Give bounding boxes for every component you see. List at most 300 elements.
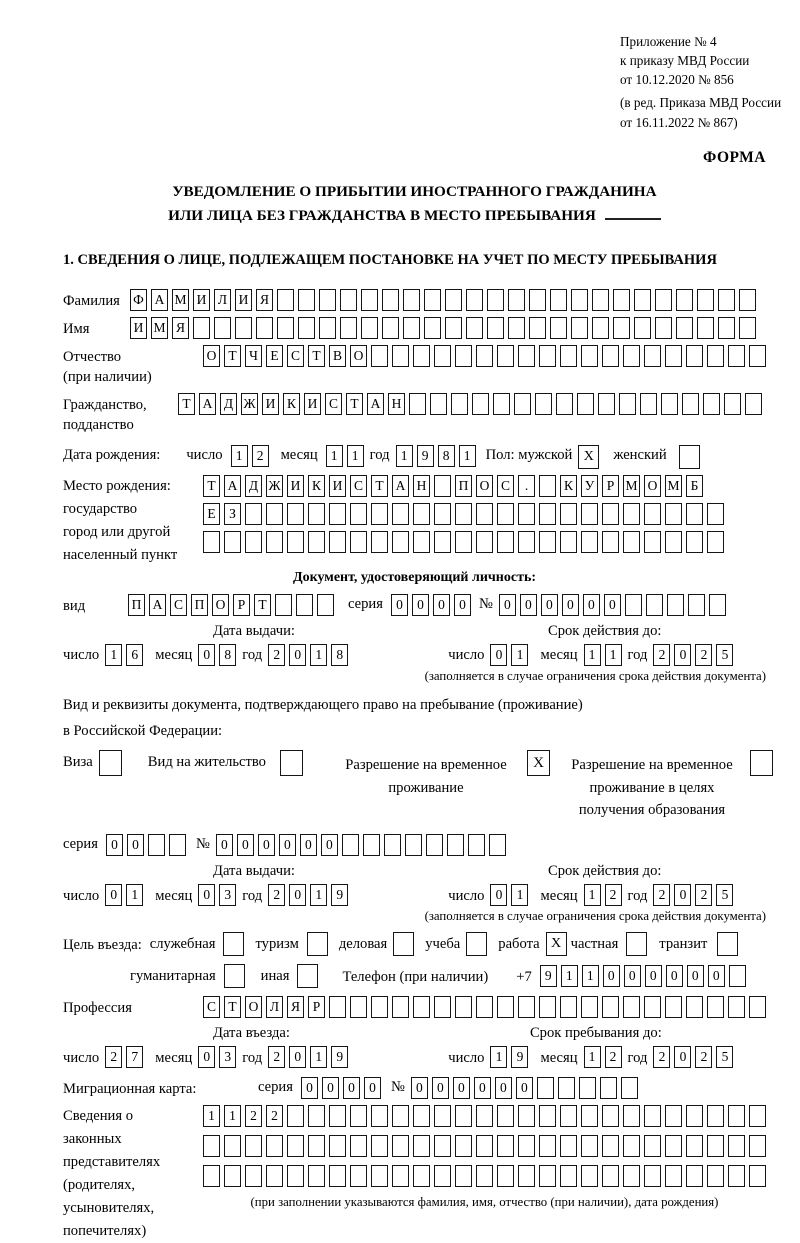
form-cell: [476, 503, 493, 525]
day-label: число: [63, 1049, 100, 1066]
form-cell: [224, 1135, 241, 1157]
form-cell: [665, 1165, 682, 1187]
form-cell: [613, 289, 630, 311]
form-cell: 0: [674, 1046, 691, 1068]
patronymic-label: [63, 345, 203, 387]
until-day-cells: [490, 1046, 528, 1068]
form-cell: [445, 289, 462, 311]
form-title-line1: УВЕДОМЛЕНИЕ О ПРИБЫТИИ ИНОСТРАННОГО ГРАЖДАНИНА: [172, 182, 657, 200]
form-cell: [235, 317, 252, 339]
form-cell: 0: [258, 834, 275, 856]
form-cell: Ф: [130, 289, 147, 311]
form-cell: 0: [364, 1077, 381, 1099]
birth-place-cells: [203, 475, 724, 559]
doc-issue-date: [63, 644, 348, 666]
legal-representatives-cells: [203, 1105, 766, 1210]
form-cell: 0: [301, 1077, 318, 1099]
form-cell: [393, 932, 414, 956]
form-cell: А: [149, 594, 166, 616]
purpose-checkbox: [717, 932, 738, 956]
entry-purpose-label: Цель въезда:: [63, 936, 142, 953]
form-cell: [665, 1105, 682, 1127]
form-cell: [508, 289, 525, 311]
patronymic-label-line2: (при наличии): [63, 368, 152, 385]
form-cell: [518, 503, 535, 525]
residence-expiry-date: [448, 884, 733, 906]
form-cell: С: [287, 345, 304, 367]
birth-month-cells: [326, 445, 364, 467]
form-cell: .: [518, 475, 535, 497]
form-cell: [539, 503, 556, 525]
purpose-checkbox: [466, 932, 487, 956]
profession-row: [63, 996, 766, 1018]
purpose-option-business: [150, 932, 245, 956]
form-cell: [514, 393, 531, 415]
legal-label-2: законных: [63, 1131, 122, 1148]
form-cell: [518, 1105, 535, 1127]
patronymic-cells: [203, 345, 766, 367]
form-cell: [329, 1165, 346, 1187]
form-cell: 2: [266, 1105, 283, 1127]
form-cell: [245, 503, 262, 525]
form-cell: [455, 531, 472, 553]
form-cell: [745, 393, 762, 415]
blank-underline: [605, 204, 661, 220]
form-cell: П: [455, 475, 472, 497]
form-cell: [392, 1135, 409, 1157]
form-cell: Т: [178, 393, 195, 415]
form-cell: [728, 345, 745, 367]
form-cell: [455, 345, 472, 367]
form-cell: [275, 594, 292, 616]
form-cell: 5: [716, 1046, 733, 1068]
month-label: месяц: [155, 647, 193, 664]
form-cell: [392, 1165, 409, 1187]
form-cell: [707, 1165, 724, 1187]
form-cell: М: [172, 289, 189, 311]
form-cell: [472, 393, 489, 415]
form-cell: [466, 289, 483, 311]
doc-issue-day-cells: [105, 644, 143, 666]
form-cell: Т: [308, 345, 325, 367]
form-cell: [644, 531, 661, 553]
form-cell: [455, 1135, 472, 1157]
form-cell: 0: [499, 594, 516, 616]
form-cell: 0: [454, 594, 471, 616]
form-cell: Б: [686, 475, 703, 497]
doc-issue-year-cells: [268, 644, 348, 666]
form-cell: [623, 1165, 640, 1187]
identity-doc-row: [63, 594, 766, 616]
form-cell: [476, 345, 493, 367]
form-cell: [686, 996, 703, 1018]
form-cell: [371, 1165, 388, 1187]
residence-doc-dates: [63, 884, 766, 906]
form-cell: [287, 1165, 304, 1187]
form-cell: [329, 996, 346, 1018]
form-cell: [329, 1135, 346, 1157]
migration-number-label: №: [390, 1079, 405, 1096]
form-label: ФОРМА: [702, 148, 766, 166]
form-cell: 1: [224, 1105, 241, 1127]
form-cell: [665, 1135, 682, 1157]
form-cell: 0: [412, 594, 429, 616]
form-cell: [468, 834, 485, 856]
form-cell: [602, 996, 619, 1018]
edition-line-2: от 16.11.2022 № 867): [620, 114, 738, 130]
form-cell: [329, 1105, 346, 1127]
form-cell: 1: [126, 884, 143, 906]
entry-month-cells: [198, 1046, 236, 1068]
form-cell: [223, 932, 244, 956]
sex-male-checkbox: [578, 445, 599, 469]
form-cell: [319, 317, 336, 339]
form-cell: [245, 531, 262, 553]
residence-issue-day-cells: [105, 884, 143, 906]
visa-label: Виза: [63, 754, 93, 771]
form-cell: [266, 531, 283, 553]
profession-cells: [203, 996, 766, 1018]
legal-row-1: [203, 1105, 766, 1127]
form-cell: [571, 289, 588, 311]
surname-label: Фамилия: [63, 292, 120, 309]
form-title-line2: ИЛИ ЛИЦА БЕЗ ГРАЖДАНСТВА В МЕСТО ПРЕБЫВАНИЯ: [168, 206, 596, 224]
birth-date-label: Дата рождения:: [63, 446, 161, 463]
form-cell: [644, 345, 661, 367]
form-cell: [298, 289, 315, 311]
form-cell: [665, 996, 682, 1018]
appendix-line-3: от 10.12.2020 № 856: [620, 72, 734, 88]
residence-issue-heading: Дата выдачи:: [213, 863, 295, 880]
form-cell: 1: [605, 644, 622, 666]
residence-doc-series-row: [63, 834, 766, 856]
entry-date-head: [63, 1025, 766, 1042]
purpose-label: гуманитарная: [130, 967, 216, 984]
form-cell: А: [392, 475, 409, 497]
year-label: год: [242, 887, 263, 904]
doc-series-cells: [391, 594, 471, 616]
form-cell: С: [170, 594, 187, 616]
form-cell: [560, 1105, 577, 1127]
form-cell: [409, 393, 426, 415]
purpose-label: служебная: [149, 935, 216, 952]
edition-line-1: (в ред. Приказа МВД России: [620, 95, 782, 111]
sex-label: Пол: мужской: [485, 446, 573, 463]
form-cell: 0: [541, 594, 558, 616]
form-cell: [413, 1165, 430, 1187]
form-cell: [497, 503, 514, 525]
form-cell: [392, 531, 409, 553]
form-cell: [455, 503, 472, 525]
form-cell: Н: [413, 475, 430, 497]
form-cell: И: [130, 317, 147, 339]
form-cell: [340, 289, 357, 311]
form-cell: [602, 503, 619, 525]
form-cell: [266, 503, 283, 525]
form-cell: [350, 503, 367, 525]
year-label: год: [242, 647, 263, 664]
form-cell: [434, 996, 451, 1018]
form-cell: [308, 1165, 325, 1187]
form-cell: 0: [391, 594, 408, 616]
form-cell: [749, 996, 766, 1018]
form-cell: [728, 1105, 745, 1127]
form-cell: [529, 317, 546, 339]
form-cell: 1: [105, 644, 122, 666]
residence-issue-year-cells: [268, 884, 348, 906]
form-cell: [497, 531, 514, 553]
form-cell: [277, 289, 294, 311]
form-cell: А: [224, 475, 241, 497]
form-cell: 0: [216, 834, 233, 856]
migration-series-label: серия: [258, 1079, 293, 1096]
form-cell: О: [350, 345, 367, 367]
form-cell: [371, 531, 388, 553]
form-cell: [739, 289, 756, 311]
form-cell: К: [560, 475, 577, 497]
form-cell: 0: [279, 834, 296, 856]
form-cell: 2: [653, 644, 670, 666]
form-cell: 2: [605, 1046, 622, 1068]
form-cell: [707, 1105, 724, 1127]
citizenship-cells: [178, 393, 762, 415]
form-cell: [560, 503, 577, 525]
form-cell: 9: [331, 884, 348, 906]
residence-issue-month-cells: [198, 884, 236, 906]
form-cell: [384, 834, 401, 856]
form-cell: Л: [266, 996, 283, 1018]
stay-until-date: [448, 1046, 733, 1068]
identity-doc-heading: Документ, удостоверяющий личность:: [292, 569, 537, 585]
form-cell: 0: [343, 1077, 360, 1099]
form-cell: 1: [347, 445, 364, 467]
form-cell: [329, 503, 346, 525]
form-cell: 0: [237, 834, 254, 856]
form-cell: [497, 996, 514, 1018]
purpose-checkbox: [626, 932, 647, 956]
form-cell: М: [151, 317, 168, 339]
day-label: число: [63, 647, 100, 664]
form-cell: Р: [233, 594, 250, 616]
purpose-label: деловая: [338, 935, 388, 952]
form-cell: [466, 317, 483, 339]
form-cell: [382, 317, 399, 339]
purpose-option-transit: [659, 932, 738, 956]
form-cell: [581, 1105, 598, 1127]
birth-day-cells: [231, 445, 269, 467]
form-cell: [350, 531, 367, 553]
residence-permit-checkbox: [280, 750, 303, 776]
form-cell: [476, 531, 493, 553]
doc-expiry-day-cells: [490, 644, 528, 666]
form-cell: [434, 531, 451, 553]
legal-cells-1: [203, 1105, 766, 1127]
appendix-reference: [620, 32, 782, 132]
edu-permit-checkbox: [750, 750, 773, 776]
form-cell: [476, 1105, 493, 1127]
form-cell: [707, 1135, 724, 1157]
form-cell: [539, 1135, 556, 1157]
form-cell: [329, 531, 346, 553]
identity-doc-dates-head: [63, 623, 766, 640]
purpose-option-work: [498, 932, 566, 956]
residence-series-label: серия: [63, 836, 98, 853]
birth-place-cells-2: [203, 503, 724, 525]
form-cell: М: [623, 475, 640, 497]
form-cell: [602, 1105, 619, 1127]
form-cell: [99, 750, 122, 776]
form-cell: [728, 996, 745, 1018]
purpose-label: работа: [498, 935, 540, 952]
birth-place-cells-3: [203, 531, 724, 553]
form-cell: [350, 1105, 367, 1127]
residence-series-cells: [106, 834, 186, 856]
form-cell: Т: [254, 594, 271, 616]
form-cell: [296, 594, 313, 616]
form-cell: 0: [322, 1077, 339, 1099]
entry-purpose-row2: [63, 964, 766, 988]
form-cell: [679, 445, 700, 469]
form-cell: [487, 317, 504, 339]
form-cell: 2: [605, 884, 622, 906]
form-cell: Ж: [241, 393, 258, 415]
form-cell: [350, 996, 367, 1018]
form-cell: П: [128, 594, 145, 616]
form-cell: [592, 289, 609, 311]
form-cell: [718, 317, 735, 339]
month-label: месяц: [540, 1049, 578, 1066]
legal-cells-2: [203, 1135, 766, 1157]
form-cell: [413, 1135, 430, 1157]
form-cell: [361, 289, 378, 311]
legal-representatives-labels: [63, 1105, 203, 1243]
form-cell: [308, 503, 325, 525]
form-cell: 1: [310, 1046, 327, 1068]
form-cell: [718, 289, 735, 311]
form-cell: 0: [198, 644, 215, 666]
form-cell: [518, 531, 535, 553]
form-cell: 0: [708, 965, 725, 987]
form-cell: [686, 1105, 703, 1127]
form-cell: Т: [371, 475, 388, 497]
form-cell: [434, 1135, 451, 1157]
form-cell: [424, 317, 441, 339]
patronymic-row: [63, 345, 766, 387]
form-cell: 1: [584, 644, 601, 666]
given-name-row: [63, 317, 766, 339]
year-label: год: [627, 887, 648, 904]
form-cell: [560, 1165, 577, 1187]
form-cell: [434, 1105, 451, 1127]
form-cell: [539, 996, 556, 1018]
form-cell: [644, 503, 661, 525]
form-cell: [392, 345, 409, 367]
form-cell: [245, 1135, 262, 1157]
form-cell: [455, 996, 472, 1018]
form-cell: 0: [433, 594, 450, 616]
until-year-cells: [653, 1046, 733, 1068]
form-cell: [581, 1135, 598, 1157]
form-cell: Е: [203, 503, 220, 525]
residence-doc-intro-line1: Вид и реквизиты документа, подтверждающего право на пребывание (проживание): [63, 696, 583, 713]
form-cell: [688, 594, 705, 616]
form-cell: 3: [219, 884, 236, 906]
form-cell: [560, 996, 577, 1018]
form-cell: [644, 1135, 661, 1157]
legal-row-3: [203, 1165, 766, 1187]
sex-female-checkbox: [679, 445, 700, 469]
form-cell: 0: [520, 594, 537, 616]
form-cell: 1: [310, 644, 327, 666]
form-cell: [308, 531, 325, 553]
purpose-option-other: [261, 964, 319, 988]
form-cell: [581, 1165, 598, 1187]
form-cell: 2: [695, 644, 712, 666]
birth-month-label: месяц: [280, 446, 318, 463]
form-cell: [371, 503, 388, 525]
form-cell: [667, 594, 684, 616]
form-cell: Н: [388, 393, 405, 415]
form-cell: [707, 531, 724, 553]
form-cell: 0: [289, 884, 306, 906]
form-cell: 1: [582, 965, 599, 987]
form-cell: [350, 1135, 367, 1157]
day-label: число: [63, 887, 100, 904]
form-cell: [350, 1165, 367, 1187]
form-cell: [644, 1165, 661, 1187]
given-name-cells: [130, 317, 756, 339]
residence-doc-intro: [63, 692, 766, 745]
form-cell: [646, 594, 663, 616]
form-cell: [676, 289, 693, 311]
form-cell: 0: [604, 594, 621, 616]
form-cell: [600, 1077, 617, 1099]
form-cell: [266, 1165, 283, 1187]
form-cell: И: [304, 393, 321, 415]
form-cell: 0: [432, 1077, 449, 1099]
form-cell: 1: [561, 965, 578, 987]
visa-checkbox: [99, 750, 122, 776]
form-cell: [430, 393, 447, 415]
form-cell: [455, 1165, 472, 1187]
form-cell: [371, 345, 388, 367]
purpose-checkbox: [223, 932, 244, 956]
identity-doc-footnote: (заполняется в случае ограничения срока действия документа): [424, 668, 766, 683]
form-cell: [392, 1105, 409, 1127]
purpose-checkbox: [307, 932, 328, 956]
form-cell: [623, 531, 640, 553]
legal-label-3: представителях: [63, 1154, 161, 1171]
migration-card-row: [63, 1077, 766, 1099]
birth-place-label-4: населенный пункт: [63, 546, 178, 563]
form-cell: [602, 1135, 619, 1157]
section-1-heading: 1. СВЕДЕНИЯ О ЛИЦЕ, ПОДЛЕЖАЩЕМ ПОСТАНОВКЕ НА УЧЕТ ПО МЕСТУ ПРЕБЫВАНИЯ: [63, 251, 717, 268]
form-cell: 0: [674, 884, 691, 906]
entry-day-cells: [105, 1046, 143, 1068]
form-cell: [245, 1165, 262, 1187]
form-cell: [560, 531, 577, 553]
form-cell: [277, 317, 294, 339]
form-cell: [434, 503, 451, 525]
form-cell: Р: [602, 475, 619, 497]
form-cell: [493, 393, 510, 415]
purpose-label: иная: [260, 967, 290, 984]
residence-number-label: №: [195, 836, 210, 853]
form-cell: П: [191, 594, 208, 616]
form-cell: [598, 393, 615, 415]
form-cell: [287, 1135, 304, 1157]
form-cell: Д: [245, 475, 262, 497]
